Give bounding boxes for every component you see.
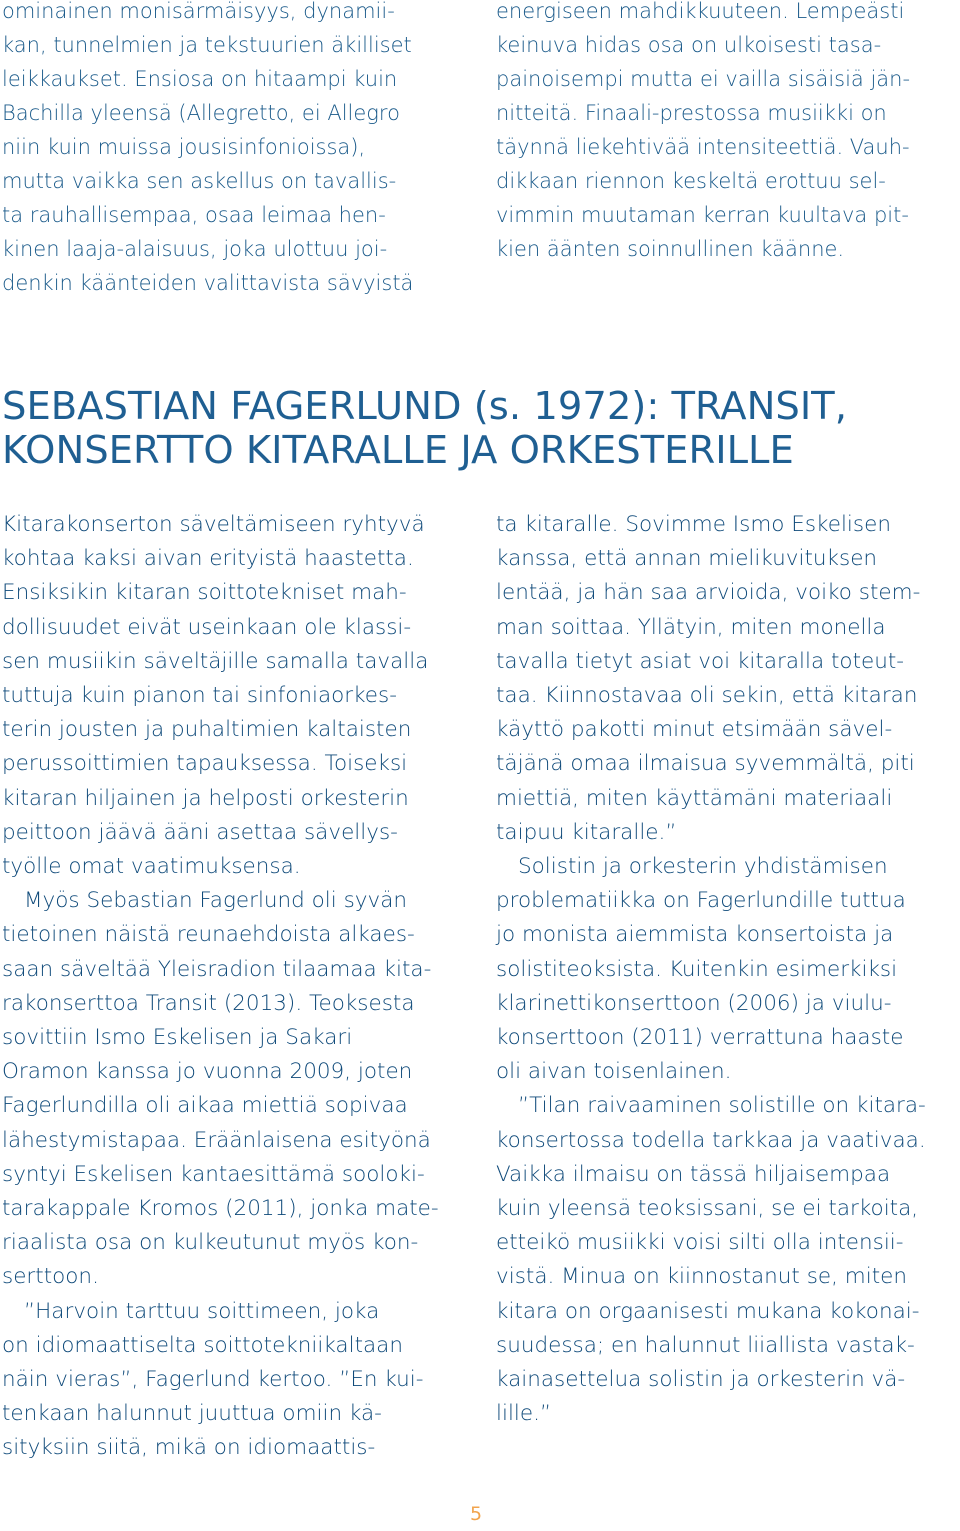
text-line: tietoinen näistä reunaehdoista alkaes- [2,922,415,948]
text-line: lentää, ja hän saa arvioida, voiko stem- [496,580,921,606]
text-line: kuin yleensä teoksissani, se ei tarkoita, [496,1196,919,1222]
text-line: niin kuin muissa jousisinfonioissa), [2,135,366,159]
text-line: man soittaa. Yllätyin, miten monella [496,614,886,640]
text-line: ta kitaralle. Sovimme Ismo Eskelisen [496,512,891,537]
text-line: Ensiksikin kitaran soittotekniset mah- [2,580,407,606]
text-line: peittoon jäävä ääni asettaa sävellys- [2,819,398,845]
text-line: terin jousten ja puhaltimien kaltaisten [2,717,412,743]
text-line: ta rauhallisempaa, osaa leimaa hen- [2,203,386,227]
text-line: ominainen monisärmäisyys, dynamii- [2,0,395,23]
text-line: dollisuudet eivät useinkaan ole klassi- [2,614,412,640]
text-line: rakonserttoa Transit (2013). Teoksesta [2,990,415,1016]
text-line: Solistin ja orkesterin yhdistämisen [518,854,888,880]
text-line: Fagerlundilla oli aikaa miettiä sopivaa [2,1093,408,1119]
text-line: taipuu kitaralle.” [496,819,677,845]
text-line: kitara on orgaanisesti mukana kokonai- [496,1298,920,1324]
text-line: saan säveltää Yleisradion tilaamaa kita- [2,956,432,982]
text-line: vimmin muutaman kerran kuultava pit- [496,203,909,227]
text-line: Oramon kanssa jo vuonna 2009, joten [2,1059,413,1085]
text-line: dikkaan riennon keskeltä erottuu sel- [496,169,886,193]
text-line: energiseen mahdikkuuteen. Lempeästi [496,0,905,23]
text-line: etteikö musiikki voisi silti olla intensii- [496,1230,904,1256]
text-line: klarinettikonserttoon (2006) ja viulu- [496,990,892,1016]
text-line: solistiteoksista. Kuitenkin esimerkiksi [496,956,898,982]
text-line: tavalla tietyt asiat voi kitaralla toteut- [496,648,905,674]
text-line: kan, tunnelmien ja tekstuurien äkilliset [2,33,412,57]
text-line: on idiomaattiselta soittotekniikaltaan [2,1332,403,1358]
text-line: työlle omat vaatimuksensa. [2,854,301,880]
text-line: painoisempi mutta ei vailla sisäisiä jän- [496,67,911,91]
text-line: nitteitä. Finaali-prestossa musiikki on [496,101,887,125]
text-line: taa. Kiinnostavaa oli sekin, että kitaran [496,683,918,709]
text-line: konserttoon (2011) verrattuna haaste [496,1025,904,1051]
text-line: tarakappale Kromos (2011), jonka mate- [2,1196,439,1222]
body-right-column [496,508,926,1431]
top-right-column [496,0,910,266]
text-line: kinen laaja-alaisuus, joka ulottuu joi- [2,237,388,261]
text-line: mutta vaikka sen askellus on tavallis- [2,169,397,193]
text-line: riaalista osa on kulkeutunut myös kon- [2,1230,419,1256]
section-heading [2,385,847,473]
text-line: syntyi Eskelisen kantaesittämä sooloki- [2,1161,425,1187]
text-line: jo monista aiemmista konsertoista ja [496,922,894,948]
text-line: problematiikka on Fagerlundille tuttua [496,888,906,914]
text-line: täjänä omaa ilmaisua syvemmältä, piti [496,751,915,777]
text-line: sen musiikin säveltäjille samalla tavalla [2,648,429,674]
text-line: suudessa; en halunnut liiallista vastak- [496,1332,915,1358]
text-line: lähestymistapaa. Eräänlaisena esityönä [2,1127,431,1153]
text-line: kainasettelua solistin ja orkesterin vä- [496,1367,906,1393]
text-line: sovittiin Ismo Eskelisen ja Sakari [2,1025,353,1051]
body-left-column [2,508,439,1466]
text-line: tenkaan halunnut juuttua omiin kä- [2,1401,382,1427]
text-line: ”Tilan raivaaminen solistille on kitara- [518,1093,926,1119]
top-left-column [2,0,413,300]
text-line: lille.” [496,1401,552,1427]
text-line: kitaran hiljainen ja helposti orkesterin [2,785,409,811]
text-line: leikkaukset. Ensiosa on hitaampi kuin [2,67,398,91]
text-line: Bachilla yleensä (Allegretto, ei Allegro [2,101,400,125]
text-line: Myös Sebastian Fagerlund oli syvän [24,888,408,914]
text-line: keinuva hidas osa on ulkoisesti tasa- [496,33,882,57]
text-line: serttoon. [2,1264,99,1290]
text-line: Vaikka ilmaisu on tässä hiljaisempaa [496,1161,891,1187]
text-line: Kitarakonserton säveltämiseen ryhtyvä [2,512,425,537]
text-line: näin vieras”, Fagerlund kertoo. ”En kui- [2,1367,424,1393]
heading-line-1: SEBASTIAN FAGERLUND (s. 1972): TRANSIT, [2,384,847,429]
text-line: kohtaa kaksi aivan erityistä haastetta. [2,546,414,572]
text-line: vistä. Minua on kiinnostanut se, miten [496,1264,907,1290]
text-line: käyttö pakotti minut etsimään sävel- [496,717,893,743]
text-line: tuttuja kuin pianon tai sinfoniaorkes- [2,683,397,709]
text-line: konsertossa todella tarkkaa ja vaativaa. [496,1127,926,1153]
text-line: oli aivan toisenlainen. [496,1059,732,1085]
text-line: kanssa, että annan mielikuvituksen [496,546,878,572]
text-line: ”Harvoin tarttuu soittimeen, joka [24,1298,380,1324]
text-line: sityksiin siitä, mikä on idiomaattis- [2,1435,376,1461]
text-line: perussoittimien tapauksessa. Toiseksi [2,751,408,777]
text-line: täynnä liekehtivää intensiteettiä. Vauh- [496,135,910,159]
text-line: kien äänten soinnullinen käänne. [496,237,845,261]
text-line: denkin käänteiden valittavista sävyistä [2,271,414,295]
page-number: 5 [470,1503,483,1525]
heading-line-2: KONSERTTO KITARALLE JA ORKESTERILLE [2,428,794,473]
text-line: miettiä, miten käyttämäni materiaali [496,785,893,811]
